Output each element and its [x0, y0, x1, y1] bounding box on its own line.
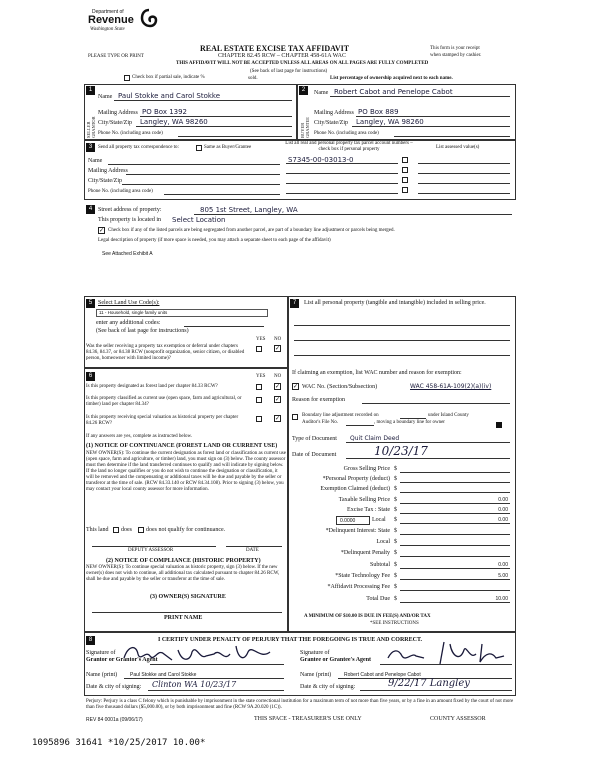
logo-state: Washington State	[90, 27, 125, 32]
total-due-line	[400, 602, 510, 603]
buyer-mailing-label: Mailing Address	[314, 110, 354, 116]
doc-date-value[interactable]: 10/23/17	[374, 444, 428, 458]
buyer-name-label: Name	[314, 90, 329, 96]
local-label: Local	[372, 517, 386, 523]
treasurer-use: THIS SPACE - TREASURER'S USE ONLY	[254, 716, 362, 722]
exemption-no-checkbox[interactable]: ✓	[275, 346, 281, 352]
seller-city-value[interactable]: Langley, WA 98260	[140, 118, 208, 126]
logo-swirl-icon	[140, 8, 158, 28]
total-due-dollar: $	[394, 596, 397, 602]
taxable-dollar: $	[394, 497, 397, 503]
grantee-name-label: Name (print)	[300, 672, 332, 678]
owner-signature-label: (3) OWNER(S) SIGNATURE	[150, 594, 226, 600]
doc-type-value[interactable]: Quit Claim Deed	[350, 435, 400, 442]
does-not-qualify-checkbox[interactable]	[138, 527, 144, 533]
additional-codes-line	[184, 326, 264, 327]
local-line	[400, 523, 510, 524]
seller-mailing-line	[140, 116, 292, 117]
grantee-date-value[interactable]: 9/22/17 Langley	[388, 678, 470, 689]
historical-yes-checkbox[interactable]	[256, 416, 262, 422]
delinquent-interest-line	[400, 534, 510, 535]
wac-checkbox[interactable]: ✓	[293, 384, 299, 390]
excise-state-line	[400, 513, 510, 514]
type-or-print: PLEASE TYPE OR PRINT	[88, 54, 144, 59]
parcel-line-1	[286, 163, 398, 164]
s6-no: NO	[274, 374, 282, 379]
excise-state-value[interactable]: 0.00	[498, 507, 508, 513]
grantee-date-line	[360, 690, 512, 691]
buyer-city-value[interactable]: Langley, WA 98260	[356, 118, 424, 126]
claim-exemption-label: If claiming an exemption, list WAC number and reason for exemption:	[292, 370, 462, 376]
parcel-number[interactable]: S7345-00-03013-0	[288, 156, 354, 164]
personal-property-checkbox-1[interactable]	[402, 157, 408, 163]
doc-date-label: Date of Document	[292, 452, 337, 458]
s3-phone-label: Phone No. (including area code)	[88, 189, 153, 194]
total-due-value[interactable]: 10.00	[495, 596, 508, 602]
certify-statement: I CERTIFY UNDER PENALTY OF PERJURY THAT THE FOREGOING IS TRUE AND CORRECT.	[158, 637, 423, 643]
taxable-value[interactable]: 0.00	[498, 497, 508, 503]
exemption-dollar: $	[394, 486, 397, 492]
grantee-date-label: Date & city of signing:	[300, 684, 356, 690]
section-6-badge: 6	[86, 372, 95, 381]
grantee-name-value[interactable]: Robert Cabot and Penelope Cabot	[344, 672, 421, 678]
wac-label: WAC No. (Section/Subsection)	[302, 384, 378, 390]
taxable-line	[400, 503, 510, 504]
street-address-label: Street address of property:	[98, 207, 162, 213]
doc-date-line	[346, 458, 510, 459]
s3-name-label: Name	[88, 158, 103, 164]
print-name-label: PRINT NAME	[164, 615, 203, 621]
seller-name-label: Name	[98, 94, 113, 100]
personal-property-checkbox-3[interactable]	[402, 177, 408, 183]
personal-property-checkbox-4[interactable]	[402, 187, 408, 193]
local-rate-input[interactable]: 0.0000	[336, 516, 370, 525]
deputy-line	[92, 546, 216, 547]
seller-side-label: SELLER GRANTOR	[86, 116, 96, 138]
current-use-question: Is this property classified as current use (open space, farm and agricultural, or timber) land per chapter 84.34?	[86, 396, 242, 407]
assessed-line-1	[418, 163, 510, 164]
exemption-deduct-line	[400, 492, 510, 493]
county-assessor: COUNTY ASSESSOR	[430, 716, 486, 722]
minimum-due-note: A MINIMUM OF $10.00 IS DUE IN FEE(S) AND/OR TAX	[304, 614, 431, 619]
seller-phone-line	[178, 136, 292, 137]
buyer-name-value[interactable]: Robert Cabot and Penelope Cabot	[334, 88, 453, 96]
segregated-checkbox[interactable]: ✓	[99, 228, 105, 234]
gross-dollar: $	[394, 466, 397, 472]
historical-no-checkbox[interactable]: ✓	[275, 416, 281, 422]
grantor-date-label: Date & city of signing:	[86, 684, 142, 690]
personal-property-label: List all personal property (tangible and intangible) included in selling price.	[304, 300, 486, 306]
logo-department: Department of	[92, 9, 124, 15]
affidavit-fee-dollar: $	[394, 584, 397, 590]
tech-fee-line	[400, 579, 510, 580]
buyer-phone-label: Phone No. (including area code)	[314, 131, 379, 136]
rev-number: REV 84 0001a (09/06/17)	[86, 717, 143, 723]
section-5-badge: 5	[86, 299, 95, 308]
print-name-line	[92, 612, 282, 613]
notice-continuance-title: (1) NOTICE OF CONTINUANCE (FOREST LAND OR CURRENT USE)	[86, 443, 278, 449]
seller-name-line	[114, 100, 292, 101]
recording-stamp: 1095896 31641 *10/25/2017 10.00*	[32, 738, 206, 748]
seller-phone-label: Phone No. (including area code)	[98, 131, 163, 136]
forest-yes-checkbox[interactable]	[256, 384, 262, 390]
reason-label: Reason for exemption	[292, 397, 345, 403]
personal-deduct-line	[400, 482, 510, 483]
auditor-line	[346, 425, 374, 426]
affidavit-fee-label: *Affidavit Processing Fee	[327, 584, 390, 590]
grantor-date-line	[148, 690, 284, 691]
exemption-yes-checkbox[interactable]	[256, 346, 262, 352]
grantor-name-value[interactable]: Paul Stokke and Carol Stokke	[130, 672, 197, 678]
delinquent-penalty-label: *Delinquent Penalty	[340, 550, 390, 556]
grantee-sig-label-1: Signature of	[300, 650, 330, 656]
delinquent-interest-label: *Delinquent Interest: State	[325, 528, 390, 534]
section-4-badge: 4	[86, 205, 95, 214]
current-use-no-checkbox[interactable]: ✓	[275, 397, 281, 403]
assessed-line-4	[418, 193, 510, 194]
gross-line	[400, 472, 510, 473]
s3-phone-line	[164, 194, 280, 195]
personal-line-2	[294, 340, 510, 341]
exemption-deduct-label: Exemption Claimed (deduct)	[320, 486, 390, 492]
does-not-label: does not qualify for continuance.	[146, 527, 226, 533]
buyer-city-label: City/State/Zip	[314, 120, 348, 126]
date-line	[226, 546, 282, 547]
if-any-yes: If any answers are yes, complete as instructed below.	[86, 434, 193, 439]
section-7-badge: 7	[290, 299, 299, 308]
buyer-mailing-line	[356, 116, 510, 117]
notice-compliance-title: (2) NOTICE OF COMPLIANCE (HISTORIC PROPERTY)	[106, 558, 261, 564]
notice-continuance-body: NEW OWNER(S): To continue the current designation as forest land or classification as current use (open space, farm and agriculture, or timber) land, you must sign on (3) below. The county assessor must then determine if the land transferred continues to qualify and will indicate by signing below. If the land no longer qualifies or you do not wish to continue the designation or classification, it will be removed and the compensating or additional taxes will be due and payable by the seller or transferor at the time of sale. (RCW 84.33.140 or RCW 84.34.108). Prior to signing (3) below, you may contact your local county assessor for more information.	[86, 451, 286, 492]
same-as-buyer-label: Same as Buyer/Grantee	[204, 145, 252, 150]
personal-line-1	[294, 325, 510, 326]
buyer-side-label: BUYER GRANTEE	[300, 117, 310, 138]
grantor-sig-label-1: Signature of	[86, 650, 116, 656]
s3-mailing-label: Mailing Address	[88, 168, 128, 174]
personal-property-checkbox-2[interactable]	[402, 167, 408, 173]
partial-sale-checkbox[interactable]	[124, 75, 130, 81]
receipt-note-2: when stamped by cashier.	[430, 53, 482, 58]
personal-dollar: $	[394, 476, 397, 482]
s5-no: NO	[274, 337, 282, 342]
seller-name-value[interactable]: Paul Stokke and Carol Stokke	[118, 92, 221, 100]
form-subtitle: CHAPTER 82.45 RCW – CHAPTER 458-61A WAC	[218, 53, 346, 59]
buyer-phone-line	[394, 136, 510, 137]
same-as-buyer-checkbox[interactable]	[196, 145, 202, 151]
revenue-logo	[82, 6, 162, 46]
boundary-select-icon[interactable]	[496, 422, 502, 428]
boundary-line	[400, 418, 426, 419]
forest-land-question: Is this property designated as forest land per chapter 84.33 RCW?	[86, 384, 218, 389]
partial-sale-label: Check box if partial sale, indicate %	[132, 75, 205, 80]
perjury-notice: Perjury: Perjury is a class C felony which is punishable by imprisonment in the state correctional institution for a maximum term of not more than five years, or by a fine in an amount fixed by the court of not more than five thousand dollars ($5,000.00), or by both imprisonment and fine (RCW 9A.20.020 (1C)).	[86, 699, 514, 710]
does-label: does	[121, 527, 132, 533]
delinquent-interest-dollar: $	[394, 528, 397, 534]
form-title: REAL ESTATE EXCISE TAX AFFIDAVIT	[200, 44, 350, 53]
section-2-badge: 2	[299, 86, 308, 95]
doc-type-line	[346, 442, 510, 443]
reason-line	[362, 403, 510, 404]
send-correspondence-label: Send all property tax correspondence to:	[98, 145, 179, 150]
see-back-header: (See back of last page for instructions)	[250, 69, 328, 74]
grantee-sig-label-2: Grantee or Grantee's Agent	[300, 657, 372, 663]
s3-name-line	[108, 164, 280, 165]
see-instructions-note: *SEE INSTRUCTIONS	[370, 621, 419, 626]
grantor-sig-label-2: Grantor or Grantor's Agent	[86, 657, 158, 663]
affidavit-fee-line	[400, 590, 510, 591]
grantor-name-line	[124, 678, 284, 679]
exemption-question: Was the seller receiving a property tax exemption or deferral under chapters 84.36, 84.37, or 84.38 RCW (nonprofit organization, senior citizen, or disabled person, homeowner with limited income)?	[86, 344, 245, 361]
located-in-label: This property is located in	[98, 217, 161, 223]
grantee-signature-icon[interactable]	[384, 640, 514, 666]
total-due-label: Total Due	[366, 596, 390, 602]
subtotal-value[interactable]: 0.00	[498, 562, 508, 568]
date-label: DATE	[246, 548, 259, 553]
local2-line	[400, 545, 510, 546]
street-address-line	[194, 214, 512, 215]
local2-label: Local	[376, 539, 390, 545]
seller-city-label: City/State/Zip	[98, 120, 132, 126]
s5-yes: YES	[256, 337, 266, 342]
parcel-line-2	[286, 173, 398, 174]
parcel-list-label: List all real and personal property tax parcel account numbers – check box if personal property	[285, 141, 413, 152]
seller-mailing-value[interactable]: PO Box 1392	[142, 108, 188, 116]
section-1-badge: 1	[86, 86, 95, 95]
subtotal-line	[400, 568, 510, 569]
boundary-label: Boundary line adjustment recorded on	[302, 413, 379, 418]
legal-description-label: Legal description of property (if more space is needed, you may attach a separate sheet to each page of the affidavit)	[98, 238, 331, 243]
local2-dollar: $	[394, 539, 397, 545]
warning-text: THIS AFFIDAVIT WILL NOT BE ACCEPTED UNLESS ALL AREAS ON ALL PAGES ARE FULLY COMPLETED	[176, 61, 429, 66]
additional-codes-label: enter any additional codes:	[96, 320, 161, 326]
buyer-mailing-value[interactable]: PO Box 889	[358, 108, 399, 116]
tech-fee-label: *State Technology Fee	[335, 573, 390, 579]
local-value[interactable]: 0.00	[498, 517, 508, 523]
delinquent-penalty-line	[400, 556, 510, 557]
notice-compliance-body: NEW OWNER(S): To continue special valuation as historic property, sign (3) below. If the new owner(s) does not wish to continue, all additional tax calculated pursuant to chapter 84.26 RCW, shall be due and payable by the seller or transferor at the time of sale.	[86, 565, 280, 582]
personal-deduct-label: *Personal Property (deduct)	[322, 476, 390, 482]
located-in-value[interactable]: Select Location	[172, 216, 226, 224]
forest-no-checkbox[interactable]: ✓	[275, 384, 281, 390]
this-land-label: This land	[86, 527, 109, 533]
doc-type-label: Type of Document	[292, 436, 337, 442]
buyer-city-line	[352, 126, 510, 127]
wac-value[interactable]: WAC 458-61A-109(2)(a)(iv)	[410, 383, 492, 390]
tech-fee-value[interactable]: 5.00	[498, 573, 508, 579]
current-use-yes-checkbox[interactable]	[256, 397, 262, 403]
gross-label: Gross Selling Price	[343, 466, 390, 472]
subtotal-dollar: $	[394, 562, 397, 568]
receipt-note-1: This form is your receipt	[430, 46, 480, 51]
tech-fee-dollar: $	[394, 573, 397, 579]
auditor-label: Auditor's File No.	[302, 420, 339, 425]
section-3-badge: 3	[86, 143, 95, 152]
assessed-line-2	[418, 173, 510, 174]
assessed-value-label: List assessed value(s)	[436, 145, 480, 150]
logo-revenue: Revenue	[88, 14, 134, 26]
legal-description-value[interactable]: See Attached Exhibit A	[102, 251, 153, 257]
seller-city-line	[136, 126, 292, 127]
land-use-label: Select Land Use Code(s):	[98, 300, 160, 306]
excise-state-label: Excise Tax : State	[347, 507, 390, 513]
sold-label: sold.	[248, 76, 258, 81]
taxable-label: Taxable Selling Price	[338, 497, 390, 503]
delinquent-penalty-dollar: $	[394, 550, 397, 556]
s3-city-label: City/State/Zip	[88, 178, 122, 184]
grantor-signature-icon[interactable]	[120, 640, 280, 668]
assessed-line-3	[418, 183, 510, 184]
section-8-badge: 8	[86, 636, 95, 645]
seller-mailing-label: Mailing Address	[98, 110, 138, 116]
land-use-select[interactable]: 11 - Household, single family units	[96, 309, 268, 317]
parcel-line-3	[286, 183, 398, 184]
s6-yes: YES	[256, 374, 266, 379]
boundary-checkbox[interactable]	[292, 414, 298, 420]
local-dollar: $	[394, 517, 397, 523]
s3-mailing-line	[126, 174, 280, 175]
subtotal-label: Subtotal	[369, 562, 390, 568]
street-address-value[interactable]: 805 1st Street, Langley, WA	[200, 206, 298, 214]
ownership-list: List percentage of ownership acquired next to each name.	[330, 76, 453, 81]
deputy-assessor-label: DEPUTY ASSESSOR	[128, 548, 174, 553]
auditor-label2: , moving a boundary line for owner	[374, 420, 445, 425]
boundary-label2: under Island County	[428, 413, 469, 418]
s3-city-line	[122, 184, 280, 185]
grantor-date-value[interactable]: Clinton WA 10/23/17	[152, 680, 237, 689]
section-7-box	[288, 296, 516, 632]
buyer-name-line	[330, 96, 510, 97]
personal-line-3	[294, 355, 510, 356]
historical-question: Is this property receiving special valuation as historical property per chapter 84.26 RCW?	[86, 415, 239, 426]
parcel-line-4	[286, 193, 398, 194]
s5-see-back: (See back of last page for instructions)	[96, 328, 189, 334]
does-qualify-checkbox[interactable]	[113, 527, 119, 533]
segregated-note: Check box if any of the listed parcels are being segregated from another parcel, are part of a boundary line adjustment or parcels being merged.	[108, 228, 395, 233]
excise-state-dollar: $	[394, 507, 397, 513]
grantor-name-label: Name (print)	[86, 672, 118, 678]
